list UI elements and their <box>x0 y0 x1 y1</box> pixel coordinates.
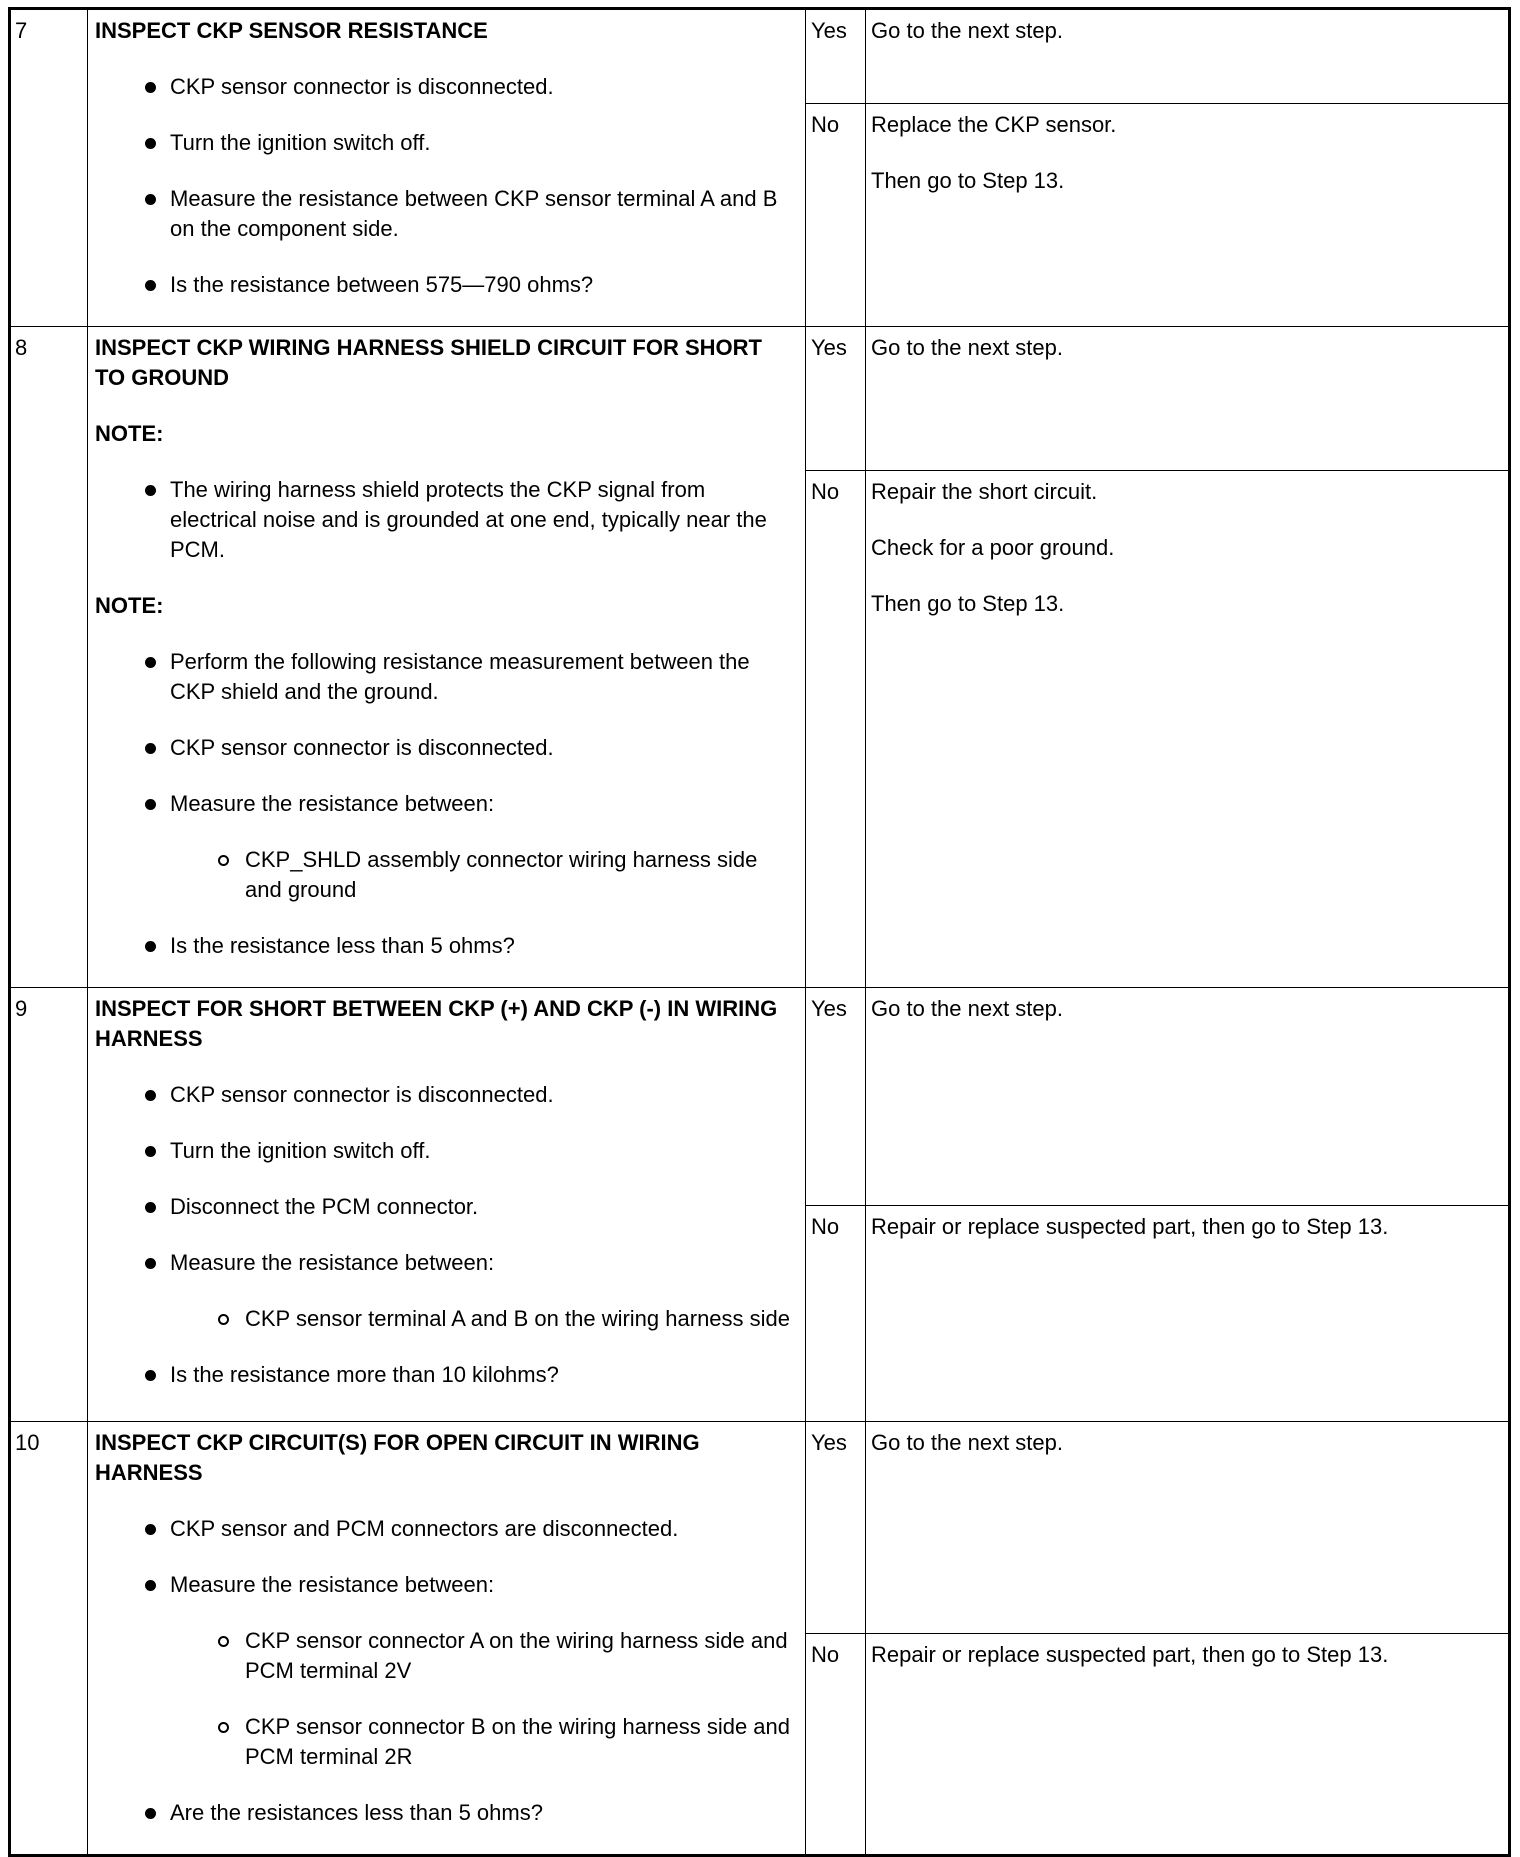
yes-action <box>866 988 1510 1206</box>
sub-bullet-item: CKP_SHLD assembly connector wiring harness side and ground <box>245 845 797 905</box>
sub-bullet-item: CKP sensor connector B on the wiring harness side and PCM terminal 2R <box>245 1712 797 1772</box>
yes-label: Yes <box>806 327 866 471</box>
bullet-item: Are the resistances less than 5 ohms? <box>170 1798 797 1828</box>
bullet-item: CKP sensor connector is disconnected. <box>170 733 797 763</box>
yes-label: Yes <box>806 988 866 1206</box>
action-text: Then go to Step 13. <box>871 167 1065 193</box>
step-number: 9 <box>10 988 88 1422</box>
action-text: Repair the short circuit. <box>871 478 1098 504</box>
step-row <box>10 988 1510 1206</box>
yes-action <box>866 1422 1510 1634</box>
action-text: Then go to Step 13. <box>871 590 1065 616</box>
step-description <box>88 988 806 1422</box>
no-label: No <box>806 470 866 987</box>
step-heading: NOTE: <box>95 421 164 446</box>
step-description <box>88 327 806 988</box>
step-heading: INSPECT CKP WIRING HARNESS SHIELD CIRCUIT FOR SHORT TO GROUND <box>95 335 762 390</box>
bullet-item: CKP sensor connector is disconnected. <box>170 72 797 102</box>
step-row <box>10 1422 1510 1634</box>
yes-label: Yes <box>806 9 866 104</box>
bullet-item: Disconnect the PCM connector. <box>170 1192 797 1222</box>
no-label: No <box>806 103 866 326</box>
action-text: Go to the next step. <box>871 18 1064 43</box>
no-label: No <box>806 1206 866 1422</box>
step-description <box>88 9 806 327</box>
bullet-item: Measure the resistance between: <box>170 1248 797 1278</box>
bullet-item: Is the resistance between 575—790 ohms? <box>170 270 797 300</box>
step-row <box>10 327 1510 471</box>
yes-action <box>866 327 1510 471</box>
step-heading: NOTE: <box>95 593 164 618</box>
step-heading: INSPECT CKP CIRCUIT(S) FOR OPEN CIRCUIT IN WIRING HARNESS <box>95 1430 700 1485</box>
step-number: 8 <box>10 327 88 988</box>
action-text: Repair or replace suspected part, then go to Step 13. <box>871 1214 1389 1239</box>
action-text: Go to the next step. <box>871 1430 1064 1455</box>
step-description <box>88 1422 806 1856</box>
sub-bullet-item: CKP sensor connector A on the wiring harness side and PCM terminal 2V <box>245 1626 797 1686</box>
bullet-item: CKP sensor and PCM connectors are disconnected. <box>170 1514 797 1544</box>
action-text: Replace the CKP sensor. <box>871 111 1117 137</box>
no-action <box>866 1206 1510 1422</box>
step-heading: INSPECT CKP SENSOR RESISTANCE <box>95 18 488 43</box>
action-text: Go to the next step. <box>871 335 1064 360</box>
bullet-item: Turn the ignition switch off. <box>170 1136 797 1166</box>
diagnostic-steps-table <box>8 7 1511 1857</box>
action-text: Check for a poor ground. <box>871 534 1115 560</box>
bullet-item: Measure the resistance between CKP sensor terminal A and B on the component side. <box>170 184 797 244</box>
bullet-item: Measure the resistance between: <box>170 1570 797 1600</box>
bullet-item: Measure the resistance between: <box>170 789 797 819</box>
step-row <box>10 9 1510 104</box>
no-action <box>866 103 1510 326</box>
action-text: Go to the next step. <box>871 996 1064 1021</box>
no-action <box>866 1633 1510 1855</box>
step-number: 7 <box>10 9 88 327</box>
bullet-item: Perform the following resistance measurement between the CKP shield and the ground. <box>170 647 797 707</box>
step-number: 10 <box>10 1422 88 1856</box>
yes-action <box>866 9 1510 104</box>
bullet-item: Is the resistance less than 5 ohms? <box>170 931 797 961</box>
bullet-item: Is the resistance more than 10 kilohms? <box>170 1360 797 1390</box>
sub-bullet-item: CKP sensor terminal A and B on the wiring harness side <box>245 1304 797 1334</box>
step-heading: INSPECT FOR SHORT BETWEEN CKP (+) AND CKP (-) IN WIRING HARNESS <box>95 996 778 1051</box>
bullet-item: Turn the ignition switch off. <box>170 128 797 158</box>
bullet-item: CKP sensor connector is disconnected. <box>170 1080 797 1110</box>
no-action <box>866 470 1510 987</box>
yes-label: Yes <box>806 1422 866 1634</box>
bullet-item: The wiring harness shield protects the CKP signal from electrical noise and is grounded at one end, typically near the PCM. <box>170 475 797 565</box>
no-label: No <box>806 1633 866 1855</box>
action-text: Repair or replace suspected part, then go to Step 13. <box>871 1641 1389 1667</box>
